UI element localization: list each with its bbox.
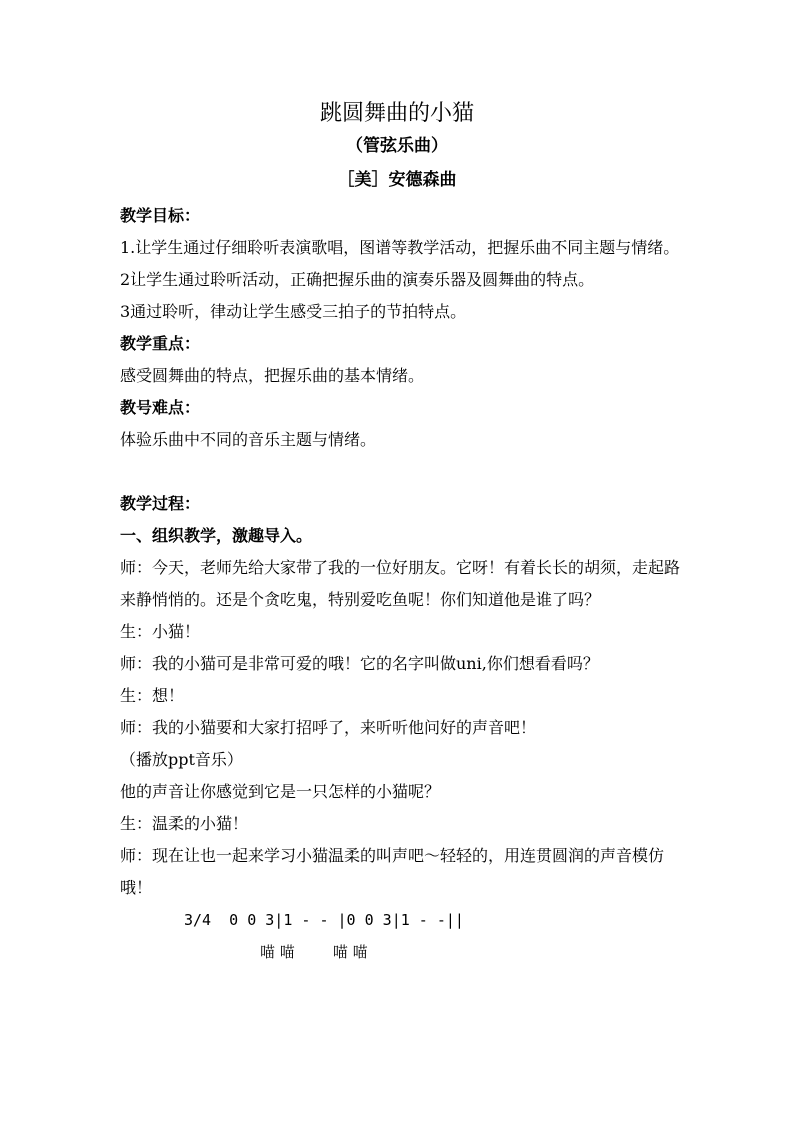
goals-heading: 教学目标： <box>120 206 201 225</box>
music-lyrics: 喵 喵 喵 喵 <box>260 943 368 961</box>
difficulty-heading: 教号难点： <box>120 398 201 417</box>
dialogue-line: 师：现在让也一起来学习小猫温柔的叫声吧～轻轻的，用连贯圆润的声音模仿哦！ <box>120 846 665 897</box>
document-title: 跳圆舞曲的小猫 <box>319 101 474 126</box>
focus-text: 感受圆舞曲的特点，把握乐曲的基本情绪。 <box>120 366 425 385</box>
dialogue-line: （播放ppt音乐） <box>120 750 243 769</box>
goal-item: 2让学生通过聆听活动，正确把握乐曲的演奏乐器及圆舞曲的特点。 <box>120 270 595 289</box>
process-heading: 教学过程： <box>120 494 201 513</box>
dialogue-line: 生：温柔的小猫！ <box>120 814 249 833</box>
blank-line <box>120 456 680 488</box>
dialogue-line: 师：我的小猫要和大家打招呼了，来听听他问好的声音吧！ <box>120 718 537 737</box>
dialogue-line: 他的声音让你感觉到它是一只怎样的小猫呢？ <box>120 782 441 801</box>
dialogue-line: 师：我的小猫可是非常可爱的哦！它的名字叫做uni,你们想看看吗？ <box>120 654 599 673</box>
dialogue-line: 生：小猫！ <box>120 622 201 641</box>
subtitle-genre: （管弦乐曲） <box>346 136 448 156</box>
dialogue-line: 生：想！ <box>120 686 185 705</box>
goal-item: 3通过聆听，律动让学生感受三拍子的节拍特点。 <box>120 302 467 321</box>
subtitle-composer: ［美］安德森曲 <box>337 170 457 190</box>
dialogue-line: 师：今天，老师先给大家带了我的一位好朋友。它呀！有着长长的胡须，走起路来静悄悄的。还是个贪吃鬼，特别爱吃鱼呢！你们知道他是谁了吗？ <box>120 558 681 609</box>
document-body <box>120 200 680 968</box>
goal-item: 1.让学生通过仔细聆听表演歌唱，图谱等教学活动，把握乐曲不同主题与情绪。 <box>120 238 680 257</box>
music-notation: 3/4 0 0 3|1 - - |0 0 3|1 - -|| <box>184 911 464 929</box>
difficulty-text: 体验乐曲中不同的音乐主题与情绪。 <box>120 430 377 449</box>
step1-heading: 一、组织教学，激趣导入。 <box>120 526 313 545</box>
focus-heading: 教学重点： <box>120 334 201 353</box>
